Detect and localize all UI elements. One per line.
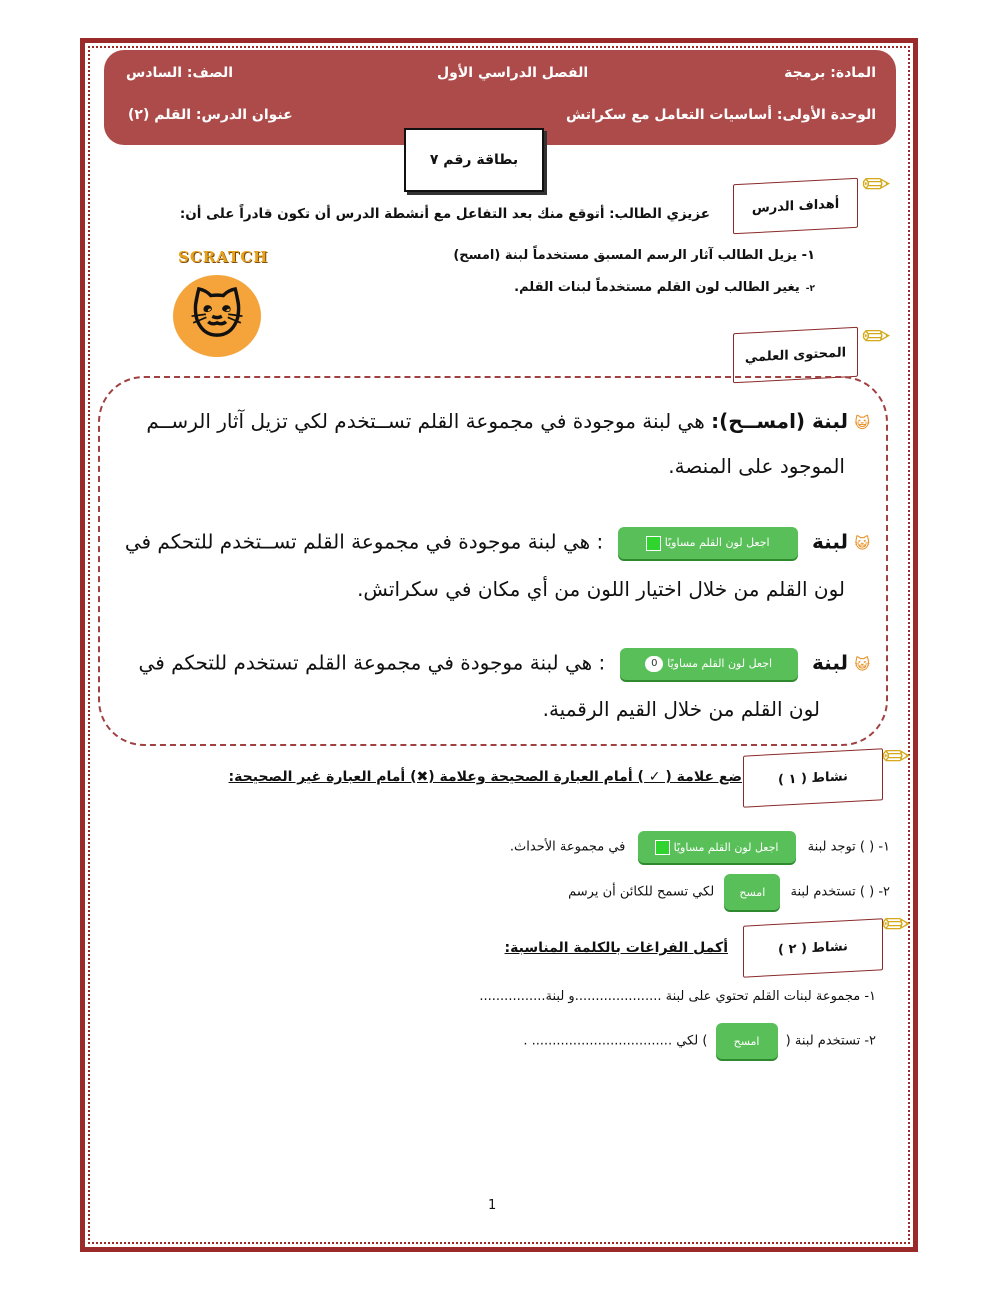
subject-label: المادة: برمجة — [784, 65, 876, 81]
cat-bullet-icon: 😺 — [854, 655, 870, 674]
objective-2-text: يغير الطالب لون القلم مستخدماً لبنات القلم. — [514, 280, 800, 295]
objectives-banner: أهداف الدرس — [733, 178, 858, 235]
set-pen-color-block — [638, 831, 796, 863]
objective-2-number: ٢- — [805, 284, 815, 294]
set-pen-color-number-block — [620, 648, 798, 680]
content-paragraph-2 — [125, 527, 870, 559]
content-paragraph-3-cont: لون القلم من خلال القيم الرقمية. — [542, 697, 820, 721]
clear-block-label: لبنة (امســح): — [711, 409, 848, 433]
content-banner: المحتوى العلمي — [733, 327, 858, 384]
q2-start: ٢- تستخدم لبنة ( — [785, 1033, 876, 1049]
activity-2-banner: نشاط ( ٢ ) — [743, 918, 883, 977]
block-text: اجعل لون القلم مساويًا — [673, 840, 779, 854]
content-paragraph-3 — [139, 648, 870, 680]
pencil-icon: ✏ — [862, 165, 891, 205]
block-text: اجعل لون القلم مساويًا — [667, 657, 773, 670]
page-number: 1 — [488, 1198, 497, 1213]
content-paragraph-1-cont: الموجود على المنصة. — [668, 454, 845, 478]
activity-1-instruction: ضع علامة ( ✓ ) أمام العبارة الصحيحة وعلامة (✖) أمام العبارة غير الصحيحة: — [228, 769, 742, 785]
set-color-number-description: : هي لبنة موجودة في مجموعة القلم تستخدم للتحكم في — [138, 650, 606, 675]
q2-start: ٢- ( ) تستخدم لبنة — [790, 884, 890, 900]
clear-block-description: هي لبنة موجودة في مجموعة القلم تســتخدم لكي تزيل آثار الرســم — [146, 409, 705, 433]
card-number-title: بطاقة رقم ٧ — [404, 128, 544, 192]
objective-2 — [514, 280, 815, 295]
content-paragraph-1 — [146, 407, 870, 437]
cat-bullet-icon: 😺 — [854, 414, 870, 432]
q2-end: ) لكي .................................. . — [523, 1033, 708, 1049]
activity-1-q2 — [568, 874, 890, 910]
q1-start: ١- ( ) توجد لبنة — [807, 839, 890, 855]
cat-bullet-icon: 😺 — [854, 534, 870, 553]
pencil-icon: ✏ — [882, 905, 911, 945]
pencil-icon: ✏ — [882, 737, 911, 777]
color-swatch — [646, 536, 661, 551]
scratch-logo: SCRATCH — [178, 248, 269, 266]
clear-block: امسح — [724, 874, 780, 910]
content-paragraph-2-cont: لون القلم من خلال اختيار اللون من أي مكان في سكراتش. — [357, 577, 845, 601]
q2-end: لكي تسمح للكائن أن يرسم — [568, 884, 715, 900]
activity-1-banner: نشاط ( ١ ) — [743, 748, 883, 807]
color-value-input: 0 — [645, 656, 663, 672]
semester-label: الفصل الدراسي الأول — [437, 65, 589, 81]
block-label: لبنة — [812, 529, 848, 554]
activity-2-q1: ١- مجموعة لبنات القلم تحتوي على لبنة .....................و لبنة................ — [479, 989, 876, 1004]
unit-label: الوحدة الأولى: أساسيات التعامل مع سكراتش — [565, 107, 876, 123]
pencil-icon: ✏ — [862, 317, 891, 357]
lesson-title: عنوان الدرس: القلم (٢) — [128, 107, 293, 123]
set-pen-color-block — [618, 527, 798, 559]
activity-1-q1 — [510, 831, 890, 863]
activity-2-instruction: أكمل الفراغات بالكلمة المناسبة: — [504, 940, 728, 956]
clear-block: امسح — [716, 1023, 778, 1059]
objective-1: ١- يزيل الطالب آثار الرسم المسبق مستخدماً لبنة (امسح) — [453, 248, 815, 263]
set-color-description: : هي لبنة موجودة في مجموعة القلم تســتخدم للتحكم في — [124, 529, 604, 554]
activity-2-q2 — [523, 1023, 876, 1059]
scratch-cat-icon: 🐱 — [173, 275, 261, 357]
objectives-intro: عزيزي الطالب: أتوقع منك بعد التفاعل مع أنشطة الدرس أن تكون قادراً على أن: — [179, 206, 710, 222]
color-swatch — [655, 840, 670, 855]
grade-label: الصف: السادس — [126, 65, 234, 81]
block-label: لبنة — [812, 650, 848, 675]
block-text: اجعل لون القلم مساويًا — [664, 536, 770, 549]
q1-end: في مجموعة الأحداث. — [509, 839, 626, 855]
